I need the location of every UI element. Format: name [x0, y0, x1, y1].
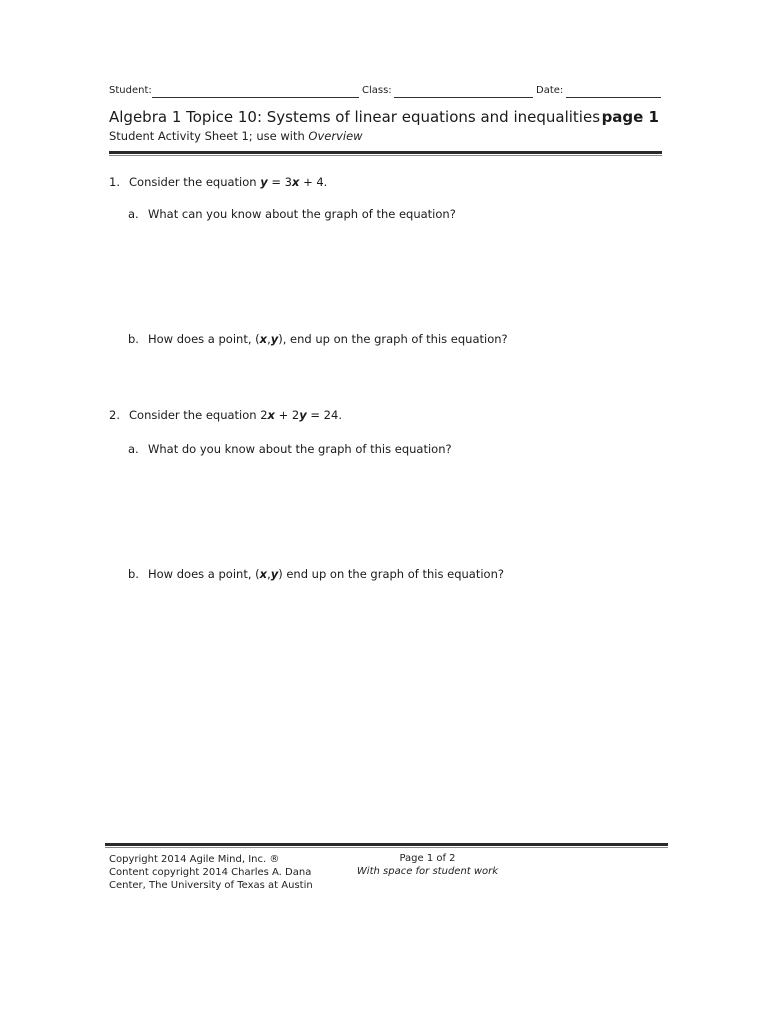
footer-copyright	[109, 853, 313, 892]
question-2b	[128, 567, 504, 581]
part-letter: a.	[128, 442, 139, 456]
student-blank	[152, 97, 359, 98]
header-divider-thin	[109, 155, 662, 156]
question-2	[109, 408, 342, 422]
student-label: Student:	[109, 85, 152, 96]
part-text: ), end up on the graph of this equation?	[278, 332, 508, 346]
date-label: Date:	[536, 85, 564, 96]
part-text: What do you know about the graph of this equation?	[148, 442, 452, 456]
question-1b	[128, 332, 508, 346]
question-1	[109, 175, 327, 189]
page-number-label: page 1	[601, 108, 659, 126]
footer-divider	[105, 843, 668, 846]
footer-page-info	[340, 852, 515, 878]
part-letter: b.	[128, 332, 139, 346]
page-subtitle	[109, 129, 363, 143]
subtitle-emphasis: Overview	[308, 129, 363, 143]
equation-text: + 2	[274, 408, 300, 422]
footer-divider-thin	[105, 847, 668, 848]
point-variable-y: y	[270, 332, 279, 346]
class-label: Class:	[362, 85, 392, 96]
question-text: Consider the equation 2	[129, 408, 268, 422]
header-fields	[109, 85, 661, 101]
part-letter: b.	[128, 567, 139, 581]
question-number: 2.	[109, 408, 120, 422]
equation-text: = 24.	[306, 408, 342, 422]
copyright-line: Content copyright 2014 Charles A. Dana	[109, 867, 312, 878]
point-variable-x: x	[259, 332, 268, 346]
copyright-line: Copyright 2014 Agile Mind, Inc. ®	[109, 854, 280, 865]
date-blank	[566, 97, 661, 98]
point-variable-x: x	[259, 567, 268, 581]
question-number: 1.	[109, 175, 120, 189]
class-blank	[394, 97, 533, 98]
page-title: Algebra 1 Topice 10: Systems of linear equations and inequalities	[109, 108, 601, 126]
equation-variable: y	[260, 175, 268, 189]
copyright-line: Center, The University of Texas at Austin	[109, 880, 313, 891]
point-variable-y: y	[270, 567, 279, 581]
footer-note: With space for student work	[356, 866, 499, 877]
part-text: How does a point, (	[148, 332, 260, 346]
page-of-label: Page 1 of 2	[399, 853, 456, 864]
equation-variable: y	[299, 408, 307, 422]
equation-variable: x	[267, 408, 275, 422]
equation-text: = 3	[267, 175, 292, 189]
question-2a	[128, 442, 452, 456]
part-text: ) end up on the graph of this equation?	[278, 567, 504, 581]
point-comma: ,	[267, 332, 271, 346]
part-letter: a.	[128, 207, 139, 221]
question-1a	[128, 207, 456, 221]
point-comma: ,	[267, 567, 271, 581]
subtitle-prefix: Student Activity Sheet 1; use with	[109, 129, 309, 143]
question-text: Consider the equation	[129, 175, 261, 189]
equation-text: + 4.	[299, 175, 328, 189]
equation-variable: x	[292, 175, 300, 189]
part-text: What can you know about the graph of the equation?	[148, 207, 456, 221]
header-divider	[109, 151, 662, 154]
part-text: How does a point, (	[148, 567, 260, 581]
